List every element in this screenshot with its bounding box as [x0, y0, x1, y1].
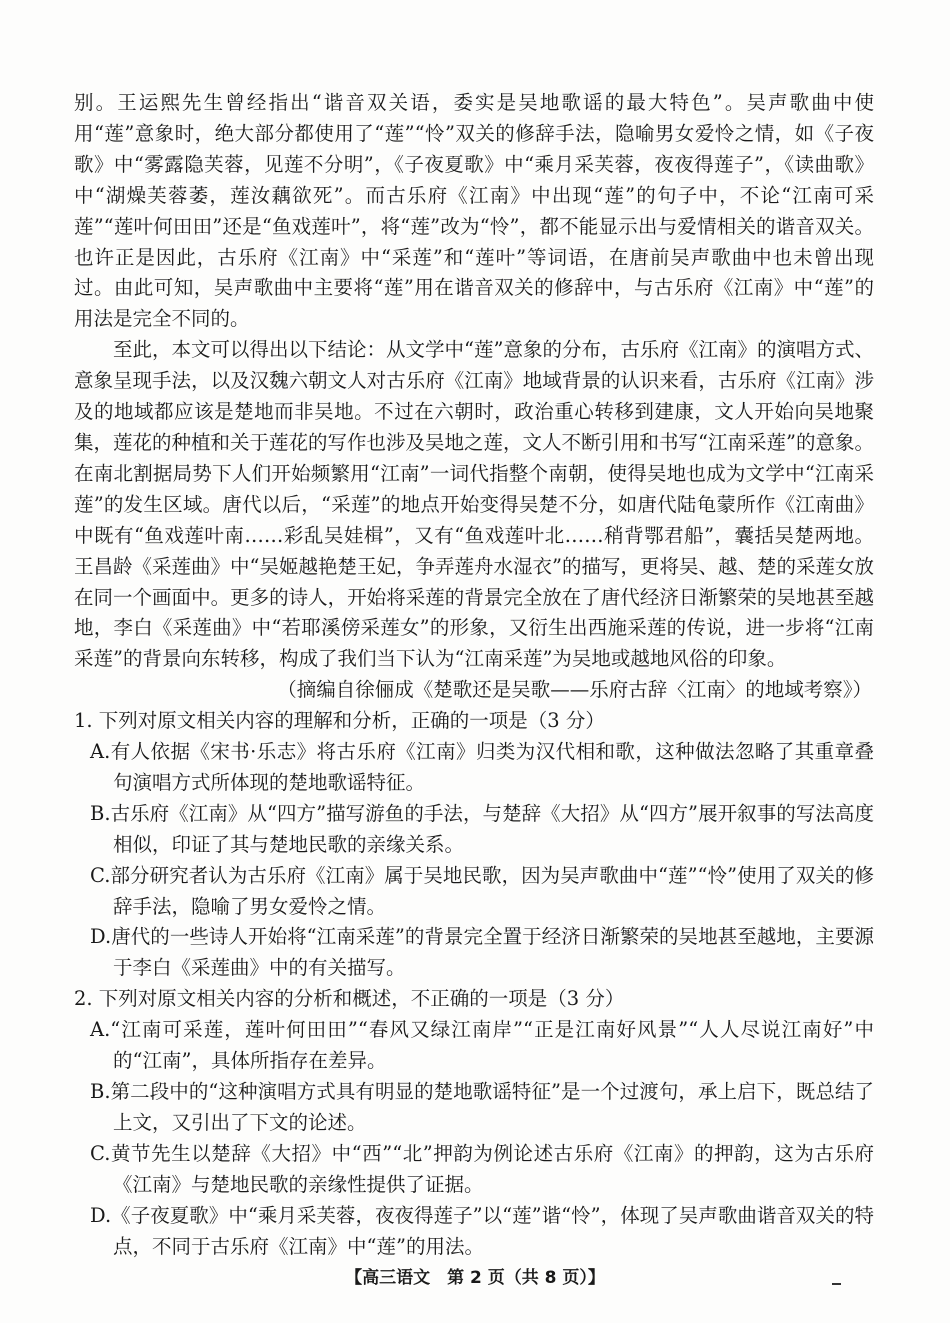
option-letter: B. [90, 1080, 111, 1103]
option-text: 唐代的一些诗人开始将“江南采莲”的背景完全置于经济日渐繁荣的吴地甚至越地，主要源于李白《采莲曲》中的有关描写。 [111, 925, 874, 980]
question-2-stem: 2. 下列对原文相关内容的分析和概述，不正确的一项是（3 分） [74, 987, 625, 1011]
option-text: 第二段中的“这种演唱方式具有明显的楚地歌谣特征”是一个过渡句，承上启下，既总结了上文，又引出了下文的论述。 [110, 1080, 874, 1134]
question-1 [74, 706, 874, 984]
question-1-option-d [74, 922, 874, 984]
passage-paragraph-2: 至此，本文可以得出以下结论：从文学中“莲”意象的分布，古乐府《江南》的演唱方式、意象呈现手法，以及汉魏六朝文人对古乐府《江南》地域背景的认识来看，古乐府《江南》涉及的地域都应该是楚地而非吴地。不过在六朝时，政治重心转移到建康，文人开始向吴地聚集，莲花的种植和关于莲花的写作也涉及吴地之莲，文人不断引用和书写“江南采莲”的意象。在南北割据局势下人们开始频繁用“江南”一词代指整个南朝，使得吴地也成为文学中“江南采莲”的发生区域。唐代以后，“采莲”的地点开始变得吴楚不分，如唐代陆龟蒙所作《江南曲》中既有“鱼戏莲叶南……彩乱吴娃楫”，又有“鱼戏莲叶北……稍背鄂君船”，囊括吴楚两地。王昌龄《采莲曲》中“吴姬越艳楚王妃，争弄莲舟水湿衣”的描写，更将吴、越、楚的采莲女放在同一个画面中。更多的诗人，开始将采莲的背景完全放在了唐代经济日渐繁荣的吴地甚至越地，李白《采莲曲》中“若耶溪傍采莲女”的形象，又衍生出西施采莲的传说，进一步将“江南采莲”的背景向东转移，构成了我们当下认为“江南采莲”为吴地或越地风俗的印象。 [74, 338, 874, 671]
question-2-option-d [74, 1201, 874, 1263]
option-letter: C. [90, 863, 111, 887]
question-2-option-a [74, 1015, 874, 1077]
page-footer: 【高三语文 第 2 页（共 8 页）】 [345, 1268, 605, 1288]
passage-source: （摘编自徐俪成《楚歌还是吴歌——乐府古辞〈江南〉的地域考察》） [277, 678, 872, 702]
option-text: 古乐府《江南》从“四方”描写游鱼的手法，与楚辞《大招》从“四方”展开叙事的写法高度相似，印证了其与楚地民歌的亲缘关系。 [110, 801, 874, 856]
option-text: 黄节先生以楚辞《大招》中“西”“北”押韵为例论述古乐府《江南》的押韵，这为古乐府《江南》与楚地民歌的亲缘性提供了证据。 [110, 1141, 874, 1196]
option-text: “江南可采莲，莲叶何田田”“春风又绿江南岸”“正是江南好风景”“人人尽说江南好”中的“江南”，具体所指存在差异。 [110, 1018, 874, 1073]
option-text: 有人依据《宋书·乐志》将古乐府《江南》归类为汉代相和歌，这种做法忽略了其重章叠句演唱方式所体现的楚地歌谣特征。 [110, 740, 874, 794]
option-letter: C. [90, 1141, 111, 1165]
page-content [74, 88, 874, 1262]
option-letter: A. [90, 740, 111, 764]
question-2-option-c [74, 1139, 874, 1201]
question-1-option-c [74, 861, 874, 923]
option-text: 《子夜夏歌》中“乘月采芙蓉，夜夜得莲子”以“莲”谐“怜”，体现了吴声歌曲谐音双关的特点，不同于古乐府《江南》中“莲”的用法。 [111, 1203, 874, 1258]
option-letter: D. [90, 925, 112, 949]
option-letter: A. [90, 1018, 111, 1042]
passage-paragraph-1: 别。王运熙先生曾经指出“谐音双关语，委实是吴地歌谣的最大特色”。吴声歌曲中使用“莲”意象时，绝大部分都使用了“莲”“怜”双关的修辞手法，隐喻男女爱怜之情，如《子夜歌》中“雾露隐芙蓉，见莲不分明”，《子夜夏歌》中“乘月采芙蓉，夜夜得莲子”，《读曲歌》中“湖燥芙蓉萎，莲汝藕欲死”。而古乐府《江南》中出现“莲”的句子中，不论“江南可采莲”“莲叶何田田”还是“鱼戏莲叶”，将“莲”改为“怜”，都不能显示出与爱情相关的谐音双关。也许正是因此，古乐府《江南》中“采莲”和“莲叶”等词语，在唐前吴声歌曲中也未曾出现过。由此可知，吴声歌曲中主要将“莲”用在谐音双关的修辞中，与古乐府《江南》中“莲”的用法是完全不同的。 [74, 91, 874, 331]
question-1-option-a [74, 737, 874, 799]
option-text: 部分研究者认为古乐府《江南》属于吴地民歌，因为吴声歌曲中“莲”“怜”使用了双关的修辞手法，隐喻了男女爱怜之情。 [110, 863, 874, 918]
option-letter: D. [90, 1203, 112, 1227]
question-1-stem: 1. 下列对原文相关内容的理解和分析，正确的一项是（3 分） [74, 709, 605, 733]
question-2 [74, 984, 874, 1262]
option-letter: B. [90, 801, 111, 825]
corner-mark [832, 1283, 841, 1285]
question-2-option-b [74, 1077, 874, 1139]
question-1-option-b [74, 799, 874, 861]
